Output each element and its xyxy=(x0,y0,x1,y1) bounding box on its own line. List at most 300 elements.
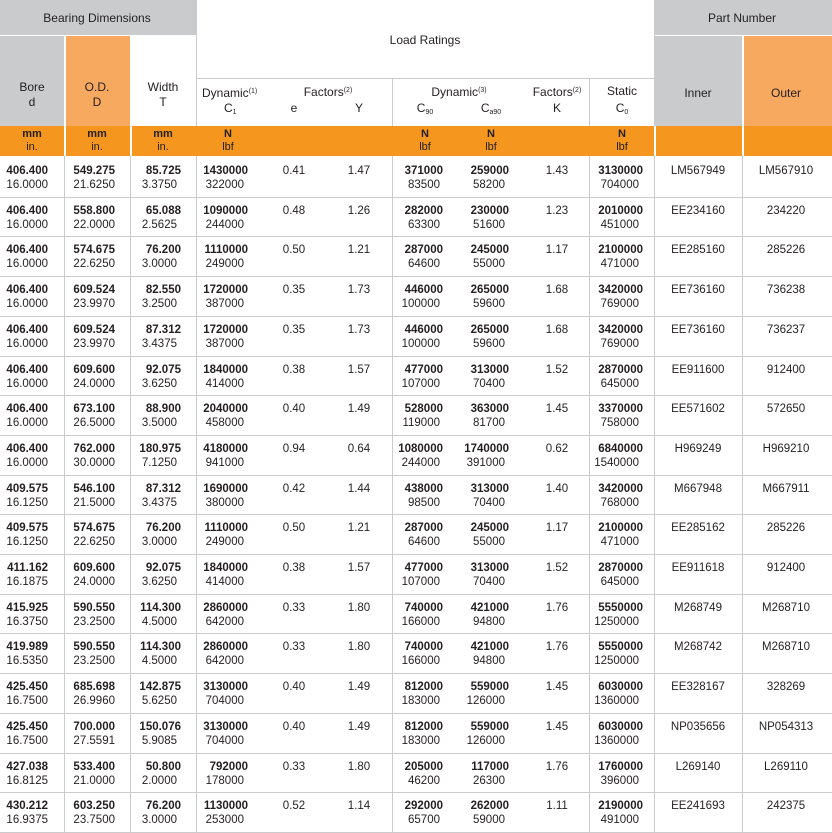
cell-ca90-n: 421000 xyxy=(470,601,509,614)
cell-w-in: 5.9085 xyxy=(141,734,177,747)
row-divider xyxy=(0,792,832,793)
cell-y: 1.49 xyxy=(347,720,371,733)
width-symbol: T xyxy=(159,95,167,109)
row-divider xyxy=(0,197,832,198)
cell-ca90-lbf: 55000 xyxy=(473,258,505,271)
inner-header: Inner xyxy=(684,86,712,100)
cell-outer: 328269 xyxy=(766,681,806,694)
column-divider xyxy=(654,156,655,832)
cell-c0-n: 6030000 xyxy=(598,681,643,694)
cell-ca90-lbf: 94800 xyxy=(473,655,505,668)
divider xyxy=(654,0,655,126)
divider xyxy=(392,78,393,126)
cell-e: 0.33 xyxy=(282,601,306,614)
cell-ca90-lbf: 59000 xyxy=(473,814,505,827)
cell-od-in: 22.6250 xyxy=(73,258,115,271)
cell-bore-mm: 427.038 xyxy=(6,760,48,773)
cell-w-in: 3.5000 xyxy=(141,417,177,430)
cell-bore-in: 16.0000 xyxy=(6,377,48,390)
cell-c1-lbf: 322000 xyxy=(205,179,244,191)
cell-od-in: 26.9960 xyxy=(73,695,115,708)
cell-c90-n: 205000 xyxy=(404,760,443,773)
cell-w-in: 3.0000 xyxy=(141,258,177,271)
divider xyxy=(654,126,656,156)
cell-bore-in: 16.0000 xyxy=(6,298,48,311)
divider xyxy=(655,35,832,36)
cell-c1-lbf: 387000 xyxy=(205,337,244,350)
cell-c0-n: 3420000 xyxy=(598,323,643,336)
cell-od-mm: 609.600 xyxy=(73,562,115,574)
cell-w-mm: 142.875 xyxy=(139,681,181,694)
cell-ca90-lbf: 70400 xyxy=(473,377,505,390)
cell-c0-n: 6030000 xyxy=(598,720,643,733)
cell-ca90-n: 262000 xyxy=(470,800,509,813)
ca90-symbol: $C_{a90}$ xyxy=(480,101,502,116)
cell-inner: EE736160 xyxy=(671,323,725,336)
dynamic-c1-header: Dynamic$^{(1)}$ xyxy=(202,86,258,100)
inner-header-bg xyxy=(655,35,742,126)
cell-c0-lbf: 1250000 xyxy=(594,615,639,628)
cell-od-mm: 609.524 xyxy=(73,284,115,297)
cell-c90-n: 446000 xyxy=(404,284,443,297)
cell-c90-n: 1080000 xyxy=(398,442,443,455)
cell-e: 0.42 xyxy=(282,482,306,495)
cell-c1-lbf: 704000 xyxy=(205,734,244,747)
cell-k: 1.17 xyxy=(545,244,569,257)
cell-c1-n: 2860000 xyxy=(203,601,248,614)
cell-od-in: 23.2500 xyxy=(73,615,115,628)
cell-od-mm: 685.698 xyxy=(73,681,115,694)
cell-w-in: 7.1250 xyxy=(141,456,177,469)
cell-k: 1.68 xyxy=(545,323,569,336)
cell-c1-n: 1840000 xyxy=(203,363,248,376)
cell-w-in: 3.0000 xyxy=(141,814,177,827)
cell-outer: 242375 xyxy=(766,800,806,813)
cell-inner: LM567949 xyxy=(670,165,726,177)
cell-c0-n: 1760000 xyxy=(598,760,643,773)
bore-symbol: d xyxy=(28,95,36,109)
column-divider xyxy=(589,156,590,832)
bearing-dimensions-title: Bearing Dimensions xyxy=(43,11,151,25)
cell-e: 0.50 xyxy=(282,244,306,257)
unit-lbf: lbf xyxy=(419,141,431,153)
cell-c90-lbf: 107000 xyxy=(401,377,440,390)
cell-c90-n: 528000 xyxy=(404,403,443,416)
unit-lbf: lbf xyxy=(222,141,234,153)
cell-k: 1.76 xyxy=(545,641,569,654)
cell-e: 0.38 xyxy=(282,562,306,574)
cell-w-in: 4.5000 xyxy=(141,655,177,668)
cell-e: 0.38 xyxy=(282,363,306,376)
y-symbol: Y xyxy=(354,101,364,115)
cell-ca90-lbf: 70400 xyxy=(473,496,505,509)
cell-w-mm: 92.075 xyxy=(145,562,181,574)
cell-outer: M268710 xyxy=(762,641,810,654)
cell-c0-n: 2010000 xyxy=(598,204,643,217)
cell-w-mm: 88.900 xyxy=(145,403,181,416)
cell-outer: 736238 xyxy=(766,284,806,297)
unit-mm: mm xyxy=(87,128,107,140)
cell-c1-n: 1130000 xyxy=(203,800,248,813)
cell-c90-n: 292000 xyxy=(404,800,443,813)
unit-lbf: lbf xyxy=(616,141,628,153)
cell-c0-n: 6840000 xyxy=(598,442,643,455)
cell-inner: M268749 xyxy=(674,601,722,614)
row-divider xyxy=(0,276,832,277)
cell-ca90-lbf: 70400 xyxy=(473,576,505,588)
cell-ca90-n: 117000 xyxy=(471,760,509,773)
cell-ca90-n: 265000 xyxy=(470,323,509,336)
cell-ca90-n: 245000 xyxy=(470,522,509,535)
cell-k: 1.45 xyxy=(545,720,569,733)
cell-outer: H969210 xyxy=(762,442,810,455)
cell-od-mm: 546.100 xyxy=(73,482,115,495)
cell-od-mm: 574.675 xyxy=(73,244,115,257)
cell-y: 1.49 xyxy=(347,403,371,416)
cell-w-in: 5.6250 xyxy=(141,695,177,708)
cell-ca90-n: 313000 xyxy=(470,482,509,495)
outer-header-bg xyxy=(743,35,832,126)
static-header: Static xyxy=(606,84,638,98)
cell-od-in: 26.5000 xyxy=(73,417,115,430)
cell-k: 1.17 xyxy=(545,522,569,535)
cell-ca90-lbf: 94800 xyxy=(473,615,505,628)
cell-c0-lbf: 1360000 xyxy=(594,695,639,708)
cell-w-mm: 50.800 xyxy=(145,760,181,773)
cell-ca90-lbf: 58200 xyxy=(473,179,505,191)
factors-header-a: Factors$^{(2)}$ xyxy=(303,85,353,99)
cell-w-mm: 85.725 xyxy=(145,165,181,177)
cell-c1-n: 3130000 xyxy=(203,681,248,694)
cell-bore-in: 16.1250 xyxy=(6,536,48,549)
unit-n: N xyxy=(487,128,495,140)
cell-k: 1.52 xyxy=(545,562,569,574)
cell-c0-lbf: 645000 xyxy=(600,576,639,588)
dynamic-c90-header: Dynamic$^{(3)}$ xyxy=(431,85,487,99)
cell-k: 1.40 xyxy=(545,482,569,495)
cell-bore-in: 16.9375 xyxy=(6,814,48,827)
cell-w-mm: 114.300 xyxy=(140,601,181,614)
cell-k: 1.11 xyxy=(546,800,568,813)
cell-e: 0.35 xyxy=(282,284,306,297)
cell-w-mm: 114.300 xyxy=(140,641,181,654)
cell-bore-mm: 415.925 xyxy=(6,601,48,614)
cell-inner: EE911600 xyxy=(671,363,725,376)
cell-c1-lbf: 642000 xyxy=(205,655,244,668)
unit-in: in. xyxy=(26,141,38,153)
cell-c90-lbf: 83500 xyxy=(408,179,440,191)
cell-bore-mm: 406.400 xyxy=(6,165,48,177)
cell-outer: 285226 xyxy=(766,244,806,257)
cell-c0-lbf: 704000 xyxy=(600,179,639,191)
cell-c90-lbf: 107000 xyxy=(401,576,440,588)
unit-in: in. xyxy=(91,141,103,153)
cell-od-in: 22.6250 xyxy=(73,536,115,549)
c0-symbol: $C_0$ xyxy=(615,101,629,116)
divider xyxy=(197,78,654,79)
column-divider xyxy=(742,156,743,832)
cell-inner: M268742 xyxy=(674,641,722,654)
cell-od-in: 23.7500 xyxy=(73,814,115,827)
cell-y: 1.80 xyxy=(347,760,371,773)
cell-bore-in: 16.0000 xyxy=(6,337,48,350)
cell-y: 1.14 xyxy=(347,800,371,813)
row-divider xyxy=(0,316,832,317)
cell-c0-lbf: 1250000 xyxy=(594,655,639,668)
cell-bore-in: 16.5350 xyxy=(6,655,48,668)
cell-y: 1.57 xyxy=(347,562,371,574)
cell-ca90-n: 559000 xyxy=(470,720,509,733)
divider xyxy=(196,0,197,126)
cell-e: 0.40 xyxy=(282,403,306,416)
cell-outer: 285226 xyxy=(766,522,806,535)
factors-header-b: Factors$^{(2)}$ xyxy=(532,85,582,99)
cell-bore-in: 16.0000 xyxy=(6,218,48,231)
cell-inner: L269140 xyxy=(675,760,721,773)
cell-bore-mm: 406.400 xyxy=(6,204,48,217)
cell-c1-lbf: 387000 xyxy=(205,298,244,311)
part-number-title: Part Number xyxy=(707,11,777,25)
c90-symbol: $C_{90}$ xyxy=(416,101,434,116)
cell-c90-lbf: 46200 xyxy=(408,774,440,787)
cell-c1-n: 1430000 xyxy=(203,165,248,177)
cell-c90-n: 371000 xyxy=(404,165,443,177)
cell-c0-lbf: 471000 xyxy=(600,258,639,271)
cell-e: 0.33 xyxy=(282,760,306,773)
cell-e: 0.40 xyxy=(282,681,306,694)
cell-od-in: 23.9970 xyxy=(73,298,115,311)
cell-od-in: 23.2500 xyxy=(73,655,115,668)
cell-w-in: 2.0000 xyxy=(141,774,177,787)
cell-inner: H969249 xyxy=(674,442,722,455)
cell-bore-mm: 425.450 xyxy=(6,681,48,694)
cell-w-mm: 65.088 xyxy=(145,204,181,217)
cell-od-mm: 673.100 xyxy=(73,403,115,416)
cell-w-mm: 87.312 xyxy=(145,482,181,495)
cell-c0-lbf: 1540000 xyxy=(594,456,639,469)
cell-c0-n: 2870000 xyxy=(598,363,643,376)
cell-c90-lbf: 166000 xyxy=(401,655,440,668)
cell-e: 0.94 xyxy=(282,442,306,455)
cell-c90-lbf: 63300 xyxy=(408,218,440,231)
cell-bore-in: 16.1250 xyxy=(6,496,48,509)
cell-bore-in: 16.0000 xyxy=(6,258,48,271)
cell-c0-n: 3370000 xyxy=(598,403,643,416)
cell-c0-lbf: 645000 xyxy=(600,377,639,390)
cell-c1-n: 2860000 xyxy=(203,641,248,654)
cell-od-in: 24.0000 xyxy=(73,377,115,390)
cell-ca90-n: 230000 xyxy=(470,204,509,217)
cell-c0-n: 5550000 xyxy=(598,601,643,614)
cell-w-in: 3.6250 xyxy=(141,377,177,390)
cell-c90-n: 477000 xyxy=(404,562,443,574)
cell-inner: EE328167 xyxy=(671,681,725,694)
cell-od-in: 21.6250 xyxy=(73,179,115,191)
cell-c0-lbf: 768000 xyxy=(600,496,639,509)
cell-c90-n: 438000 xyxy=(404,482,443,495)
cell-w-mm: 76.200 xyxy=(145,800,181,813)
cell-bore-mm: 406.400 xyxy=(6,284,48,297)
column-divider xyxy=(130,156,131,832)
cell-c90-n: 446000 xyxy=(404,323,443,336)
cell-e: 0.40 xyxy=(282,720,306,733)
cell-c1-n: 1840000 xyxy=(203,562,248,574)
cell-c0-n: 2870000 xyxy=(598,562,643,574)
cell-y: 1.44 xyxy=(347,482,371,495)
outer-header: Outer xyxy=(770,86,802,100)
cell-bore-mm: 425.450 xyxy=(6,720,48,733)
row-divider xyxy=(0,713,832,714)
unit-mm: mm xyxy=(153,128,173,140)
cell-c90-lbf: 166000 xyxy=(401,615,440,628)
cell-c90-n: 812000 xyxy=(404,720,443,733)
cell-od-mm: 558.800 xyxy=(73,204,115,217)
cell-ca90-lbf: 55000 xyxy=(473,536,505,549)
cell-bore-mm: 406.400 xyxy=(6,403,48,416)
divider xyxy=(130,35,132,156)
cell-y: 1.47 xyxy=(347,165,371,177)
row-divider xyxy=(0,753,832,754)
cell-ca90-n: 259000 xyxy=(470,165,509,177)
divider xyxy=(589,78,590,126)
cell-e: 0.52 xyxy=(282,800,306,813)
cell-ca90-n: 313000 xyxy=(470,562,509,574)
cell-w-in: 3.3750 xyxy=(141,179,177,191)
cell-outer: L269110 xyxy=(764,760,808,773)
load-ratings-title: Load Ratings xyxy=(389,33,461,47)
cell-y: 1.49 xyxy=(347,681,371,694)
cell-bore-mm: 406.400 xyxy=(6,244,48,257)
cell-c0-n: 5550000 xyxy=(598,641,643,654)
cell-e: 0.48 xyxy=(282,204,306,217)
cell-inner: NP035656 xyxy=(670,720,726,733)
cell-outer: M268710 xyxy=(762,601,810,614)
cell-c0-lbf: 396000 xyxy=(600,774,639,787)
divider xyxy=(64,35,66,156)
row-divider xyxy=(0,514,832,515)
cell-bore-mm: 406.400 xyxy=(6,323,48,336)
cell-ca90-n: 265000 xyxy=(470,284,509,297)
cell-e: 0.41 xyxy=(282,165,306,177)
cell-c1-n: 3130000 xyxy=(203,720,248,733)
row-divider xyxy=(0,554,832,555)
cell-od-mm: 590.550 xyxy=(73,601,115,614)
cell-od-mm: 603.250 xyxy=(73,800,115,813)
cell-c90-lbf: 183000 xyxy=(401,734,440,747)
divider xyxy=(742,35,744,156)
cell-bore-mm: 406.400 xyxy=(6,363,48,376)
cell-c0-n: 2100000 xyxy=(598,244,643,257)
cell-inner: EE571602 xyxy=(671,403,725,416)
cell-c1-lbf: 642000 xyxy=(205,615,244,628)
cell-od-mm: 609.524 xyxy=(73,323,115,336)
cell-bore-mm: 419.989 xyxy=(6,641,48,654)
cell-inner: EE241693 xyxy=(671,800,725,813)
cell-c1-n: 1720000 xyxy=(203,323,248,336)
cell-c1-n: 792000 xyxy=(209,760,248,773)
cell-w-in: 4.5000 xyxy=(141,615,177,628)
cell-w-mm: 150.076 xyxy=(139,720,181,733)
cell-ca90-lbf: 126000 xyxy=(466,695,505,708)
cell-od-mm: 574.675 xyxy=(73,522,115,535)
cell-c0-lbf: 451000 xyxy=(600,218,639,231)
cell-w-mm: 180.975 xyxy=(139,442,181,455)
cell-c0-n: 3420000 xyxy=(598,284,643,297)
cell-inner: EE736160 xyxy=(671,284,725,297)
cell-w-mm: 92.075 xyxy=(145,363,181,376)
cell-c0-lbf: 769000 xyxy=(600,337,639,350)
cell-c0-n: 2190000 xyxy=(598,800,643,813)
cell-outer: 736237 xyxy=(766,323,806,336)
cell-bore-in: 16.7500 xyxy=(6,734,48,747)
cell-outer: 234220 xyxy=(766,204,806,217)
cell-c90-n: 477000 xyxy=(404,363,443,376)
cell-od-mm: 590.550 xyxy=(73,641,115,654)
cell-c90-lbf: 183000 xyxy=(401,695,440,708)
cell-w-mm: 76.200 xyxy=(145,522,181,535)
cell-od-mm: 762.000 xyxy=(73,442,115,455)
cell-c1-lbf: 253000 xyxy=(205,814,244,827)
cell-bore-in: 16.0000 xyxy=(6,179,48,191)
cell-od-in: 21.0000 xyxy=(73,774,115,787)
unit-n: N xyxy=(618,128,626,140)
cell-k: 1.76 xyxy=(545,760,569,773)
cell-y: 1.57 xyxy=(347,363,371,376)
row-divider xyxy=(0,395,832,396)
unit-n: N xyxy=(421,128,429,140)
cell-bore-mm: 409.575 xyxy=(6,482,48,495)
cell-c90-n: 287000 xyxy=(404,522,443,535)
width-header: Width xyxy=(147,80,179,94)
cell-od-in: 30.0000 xyxy=(73,456,115,469)
c1-symbol: $C_1$ xyxy=(224,101,237,116)
cell-c1-lbf: 704000 xyxy=(205,695,244,708)
cell-ca90-lbf: 81700 xyxy=(473,417,505,430)
cell-w-in: 2.5625 xyxy=(141,218,177,231)
cell-e: 0.50 xyxy=(282,522,306,535)
cell-ca90-n: 559000 xyxy=(470,681,509,694)
cell-y: 1.26 xyxy=(347,204,371,217)
column-divider xyxy=(392,156,393,832)
cell-bore-in: 16.0000 xyxy=(6,456,48,469)
cell-bore-in: 16.8125 xyxy=(6,774,48,787)
cell-c1-lbf: 249000 xyxy=(205,536,244,549)
cell-ca90-lbf: 126000 xyxy=(466,734,505,747)
cell-c1-lbf: 458000 xyxy=(205,417,244,430)
cell-w-in: 3.4375 xyxy=(141,337,177,350)
row-divider xyxy=(0,475,832,476)
cell-w-mm: 87.312 xyxy=(145,323,181,336)
cell-outer: NP054313 xyxy=(758,720,814,733)
cell-c90-lbf: 119000 xyxy=(402,417,440,430)
cell-inner: EE911618 xyxy=(671,562,725,574)
cell-ca90-lbf: 59600 xyxy=(473,298,505,311)
cell-c0-lbf: 471000 xyxy=(600,536,639,549)
cell-c1-lbf: 414000 xyxy=(205,576,244,588)
unit-lbf: lbf xyxy=(485,141,497,153)
cell-bore-in: 16.7500 xyxy=(6,695,48,708)
cell-od-in: 23.9970 xyxy=(73,337,115,350)
od-symbol: D xyxy=(92,95,102,109)
cell-y: 1.21 xyxy=(347,244,371,257)
cell-k: 1.45 xyxy=(545,681,569,694)
cell-od-mm: 549.275 xyxy=(73,165,115,177)
cell-ca90-lbf: 59600 xyxy=(473,337,505,350)
cell-c1-lbf: 380000 xyxy=(205,496,244,509)
row-divider xyxy=(0,633,832,634)
cell-outer: 912400 xyxy=(766,562,806,574)
column-divider xyxy=(196,156,197,832)
